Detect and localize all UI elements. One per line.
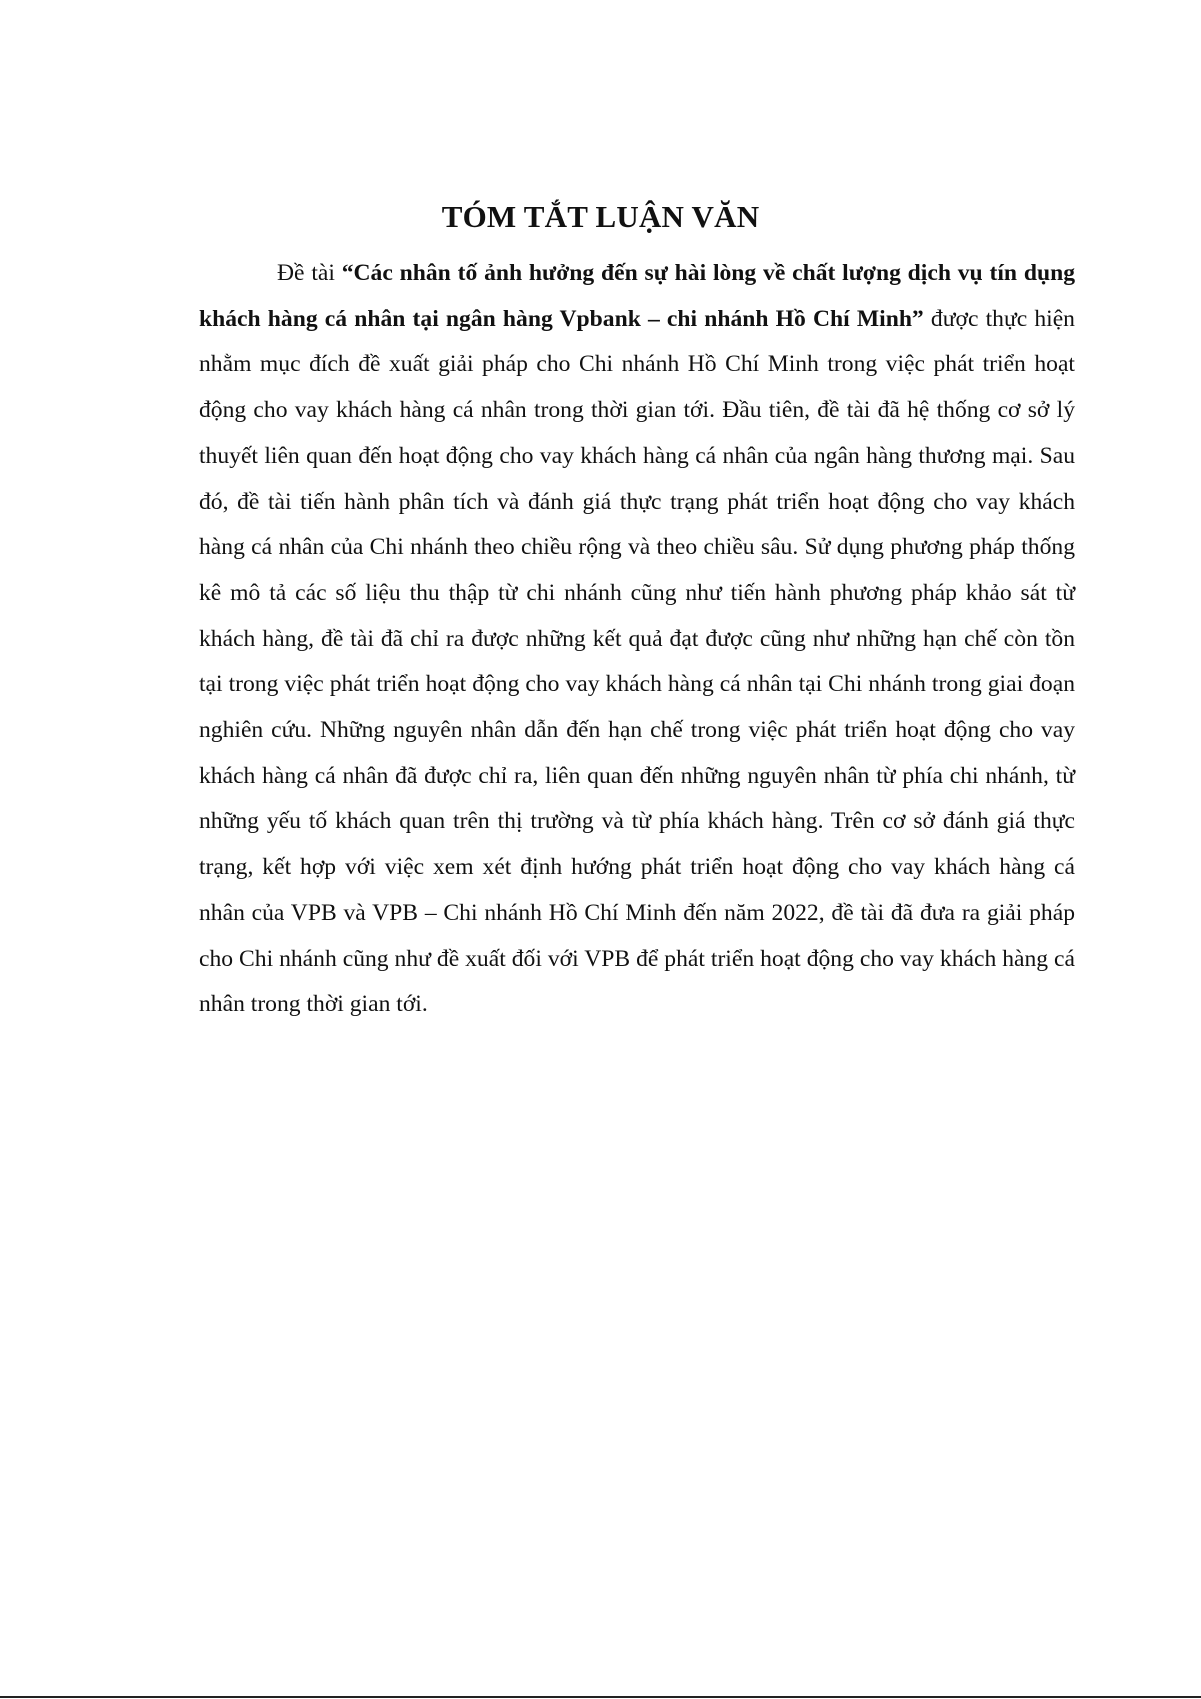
paragraph-lead: Đề tài <box>277 260 342 286</box>
summary-paragraph <box>199 251 1075 1028</box>
bottom-divider <box>0 1696 1201 1698</box>
page-title: TÓM TẮT LUẬN VĂN <box>441 199 760 234</box>
topic-title: “Các nhân tố ảnh hưởng đến sự hài lòng về chất lượng dịch vụ tín dụng khách hàng cá nhân tại ngân hàng Vpbank – chi nhánh Hồ Chí Minh” <box>199 260 1075 332</box>
paragraph-body: được thực hiện nhằm mục đích đề xuất giải pháp cho Chi nhánh Hồ Chí Minh trong việc phát triển hoạt động cho vay khách hàng cá nhân trong thời gian tới. Đầu tiên, đề tài đã hệ thống cơ sở lý thuyết liên quan đến hoạt động cho vay khách hàng cá nhân của ngân hàng thương mại. Sau đó, đề tài tiến hành phân tích và đánh giá thực trạng phát triển hoạt động cho vay khách hàng cá nhân của Chi nhánh theo chiều rộng và theo chiều sâu. Sử dụng phương pháp thống kê mô tả các số liệu thu thập từ chi nhánh cũng như tiến hành phương pháp khảo sát từ khách hàng, đề tài đã chỉ ra được những kết quả đạt được cũng như những hạn chế còn tồn tại trong việc phát triển hoạt động cho vay khách hàng cá nhân tại Chi nhánh trong giai đoạn nghiên cứu. Những nguyên nhân dẫn đến hạn chế trong việc phát triển hoạt động cho vay khách hàng cá nhân đã được chỉ ra, liên quan đến những nguyên nhân từ phía chi nhánh, từ những yếu tố khách quan trên thị trường và từ phía khách hàng. Trên cơ sở đánh giá thực trạng, kết hợp với việc xem xét định hướng phát triển hoạt động cho vay khách hàng cá nhân của VPB và VPB – Chi nhánh Hồ Chí Minh đến năm 2022, đề tài đã đưa ra giải pháp cho Chi nhánh cũng như đề xuất đối với VPB để phát triển hoạt động cho vay khách hàng cá nhân trong thời gian tới. <box>199 305 1075 1018</box>
